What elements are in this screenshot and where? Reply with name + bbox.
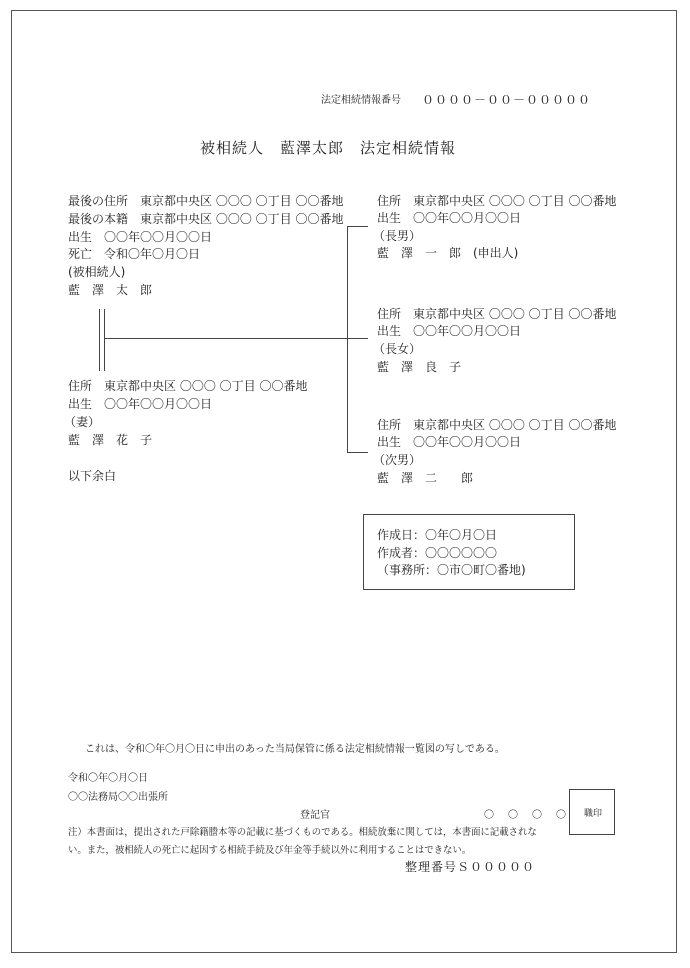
child-branch-2 — [347, 338, 368, 339]
child-2-role: （長女） — [373, 342, 422, 356]
marriage-line-right — [104, 309, 105, 371]
official-seal-label: 職印 — [584, 809, 603, 819]
document-title: 被相続人 藍澤太郎 法定相続情報 — [200, 139, 457, 157]
child-branch-1 — [347, 226, 368, 227]
child-3-role: （次男） — [373, 453, 422, 467]
children-bracket — [347, 226, 348, 453]
child-branch-3 — [347, 452, 368, 453]
registrar-name: 〇 〇 〇 〇 — [484, 810, 568, 821]
spouse-role: （妻） — [64, 415, 101, 429]
deceased-last-domicile: 最後の本籍 東京都中央区 〇〇〇 〇丁目 〇〇番地 — [68, 212, 344, 226]
creation-author: 作成者：〇〇〇〇〇〇 — [377, 546, 498, 560]
creation-date: 作成日：〇年〇月〇日 — [377, 528, 498, 542]
certification-date: 令和〇年〇月〇日 — [68, 773, 148, 784]
remainder-note: 以下余白 — [68, 469, 117, 483]
child-1-address: 住所 東京都中央区 〇〇〇 〇丁目 〇〇番地 — [377, 194, 617, 208]
info-number-label: 法定相続情報番号 — [321, 95, 401, 106]
deceased-name: 藍 澤 太 郎 — [68, 283, 153, 297]
note-line-1: 注）本書面は，提出された戸除籍謄本等の記載に基づくものである。相続放棄に関しては，本書面に記載されな — [68, 827, 537, 838]
note-line-2: い。また，被相続人の死亡に起因する相続手続及び年金等手続以外に利用することはできない。 — [68, 845, 472, 856]
spouse-birth: 出生 〇〇年〇〇月〇〇日 — [68, 397, 213, 411]
child-1-name: 藍 澤 一 郎 (申出人) — [377, 246, 519, 260]
registrar-label: 登記官 — [300, 810, 330, 821]
info-number-value: ００００－００－０００００ — [422, 93, 592, 107]
descent-connector — [104, 338, 347, 339]
serial-number: 整理番号Ｓ０００００ — [405, 860, 536, 874]
child-2-address: 住所 東京都中央区 〇〇〇 〇丁目 〇〇番地 — [377, 307, 617, 321]
spouse-address: 住所 東京都中央区 〇〇〇 〇丁目 〇〇番地 — [68, 379, 308, 393]
certification-statement: これは、令和〇年〇月〇日に申出のあった当局保管に係る法定相続情報一覧図の写しである。 — [85, 744, 505, 755]
child-1-role: （長男） — [373, 229, 422, 243]
deceased-last-address: 最後の住所 東京都中央区 〇〇〇 〇丁目 〇〇番地 — [68, 194, 344, 208]
deceased-birth: 出生 〇〇年〇〇月〇〇日 — [68, 230, 213, 244]
child-1-birth: 出生 〇〇年〇〇月〇〇日 — [377, 211, 522, 225]
marriage-line-left — [99, 309, 100, 371]
child-2-name: 藍 澤 良 子 — [377, 360, 462, 374]
child-3-name: 藍 澤 二 郎 — [377, 471, 474, 485]
child-2-birth: 出生 〇〇年〇〇月〇〇日 — [377, 324, 522, 338]
spouse-name: 藍 澤 花 子 — [68, 433, 153, 447]
certification-office: 〇〇法務局〇〇出張所 — [68, 792, 168, 803]
child-3-address: 住所 東京都中央区 〇〇〇 〇丁目 〇〇番地 — [377, 418, 617, 432]
creation-office: （事務所：〇市〇町〇番地) — [377, 563, 526, 577]
deceased-role: (被相続人) — [68, 265, 126, 279]
deceased-death: 死亡 令和〇年〇月〇日 — [68, 247, 201, 261]
child-3-birth: 出生 〇〇年〇〇月〇〇日 — [377, 435, 522, 449]
